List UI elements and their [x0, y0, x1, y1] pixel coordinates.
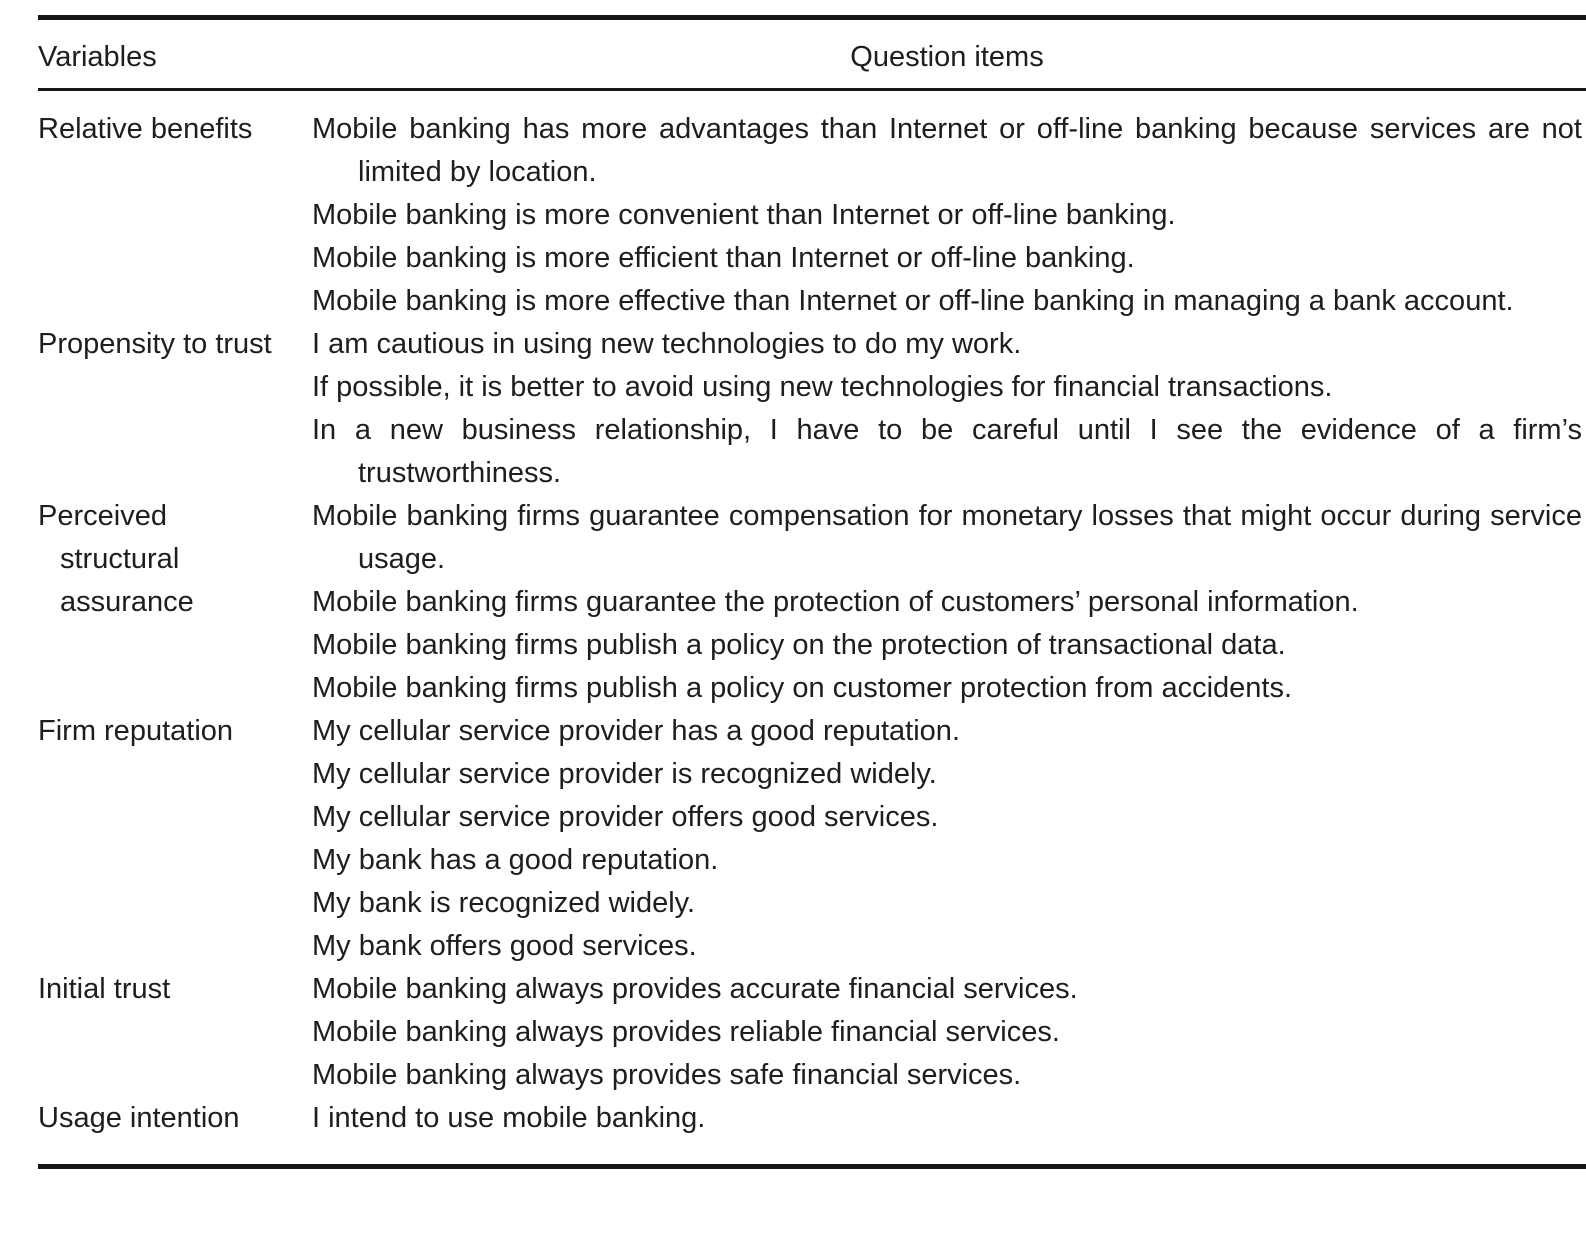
variable-cell: Propensity to trust [38, 328, 272, 360]
table-row [38, 495, 1586, 710]
question-item: My cellular service provider is recognized widely. [312, 758, 937, 790]
variable-cell: Perceived structural assurance [38, 500, 194, 618]
variable-cell: Initial trust [38, 973, 171, 1005]
question-item: In a new business relationship, I have to be careful until I see the evidence of a firm’s trustworthiness. [312, 414, 1582, 489]
question-item: My cellular service provider offers good services. [312, 801, 939, 833]
table-header-row [0, 20, 1586, 88]
table-row [38, 710, 1586, 968]
question-item: Mobile banking has more advantages than Internet or off-line banking because services are not limited by location. [312, 113, 1582, 188]
question-item: Mobile banking firms publish a policy on the protection of transactional data. [312, 629, 1286, 661]
table-row [38, 108, 1586, 323]
question-item: If possible, it is better to avoid using new technologies for financial transactions. [312, 371, 1333, 403]
question-items-cell [312, 495, 1582, 710]
question-item: Mobile banking is more efficient than Internet or off-line banking. [312, 242, 1135, 274]
question-item: Mobile banking firms publish a policy on customer protection from accidents. [312, 672, 1293, 704]
table-row [38, 323, 1586, 495]
table-row [38, 968, 1586, 1097]
question-item: I intend to use mobile banking. [312, 1102, 706, 1134]
question-item: My bank has a good reputation. [312, 844, 719, 876]
table-body [0, 91, 1586, 1164]
question-items-cell [312, 323, 1582, 495]
question-item: My bank offers good services. [312, 930, 697, 962]
question-item: Mobile banking firms guarantee compensation for monetary losses that might occur during service usage. [312, 500, 1582, 575]
table-row [38, 1097, 1586, 1140]
question-item: My cellular service provider has a good reputation. [312, 715, 960, 747]
question-items-cell [312, 968, 1582, 1097]
question-item: My bank is recognized widely. [312, 887, 696, 919]
column-header-variables: Variables [38, 41, 157, 73]
question-items-cell [312, 710, 1582, 968]
question-item: Mobile banking always provides safe financial services. [312, 1059, 1022, 1091]
variable-cell: Relative benefits [38, 113, 253, 145]
variable-cell: Firm reputation [38, 715, 234, 747]
question-item: Mobile banking firms guarantee the protection of customers’ personal information. [312, 586, 1359, 618]
question-item: Mobile banking always provides accurate financial services. [312, 973, 1078, 1005]
column-header-question-items: Question items [850, 41, 1044, 73]
table-bottom-rule [38, 1164, 1586, 1169]
question-item: Mobile banking always provides reliable financial services. [312, 1016, 1060, 1048]
question-item: I am cautious in using new technologies to do my work. [312, 328, 1022, 360]
question-item: Mobile banking is more convenient than Internet or off-line banking. [312, 199, 1176, 231]
variable-cell: Usage intention [38, 1102, 240, 1134]
question-item: Mobile banking is more effective than Internet or off-line banking in managing a bank account. [312, 285, 1514, 317]
question-items-cell [312, 1097, 1582, 1140]
question-items-cell [312, 108, 1582, 323]
